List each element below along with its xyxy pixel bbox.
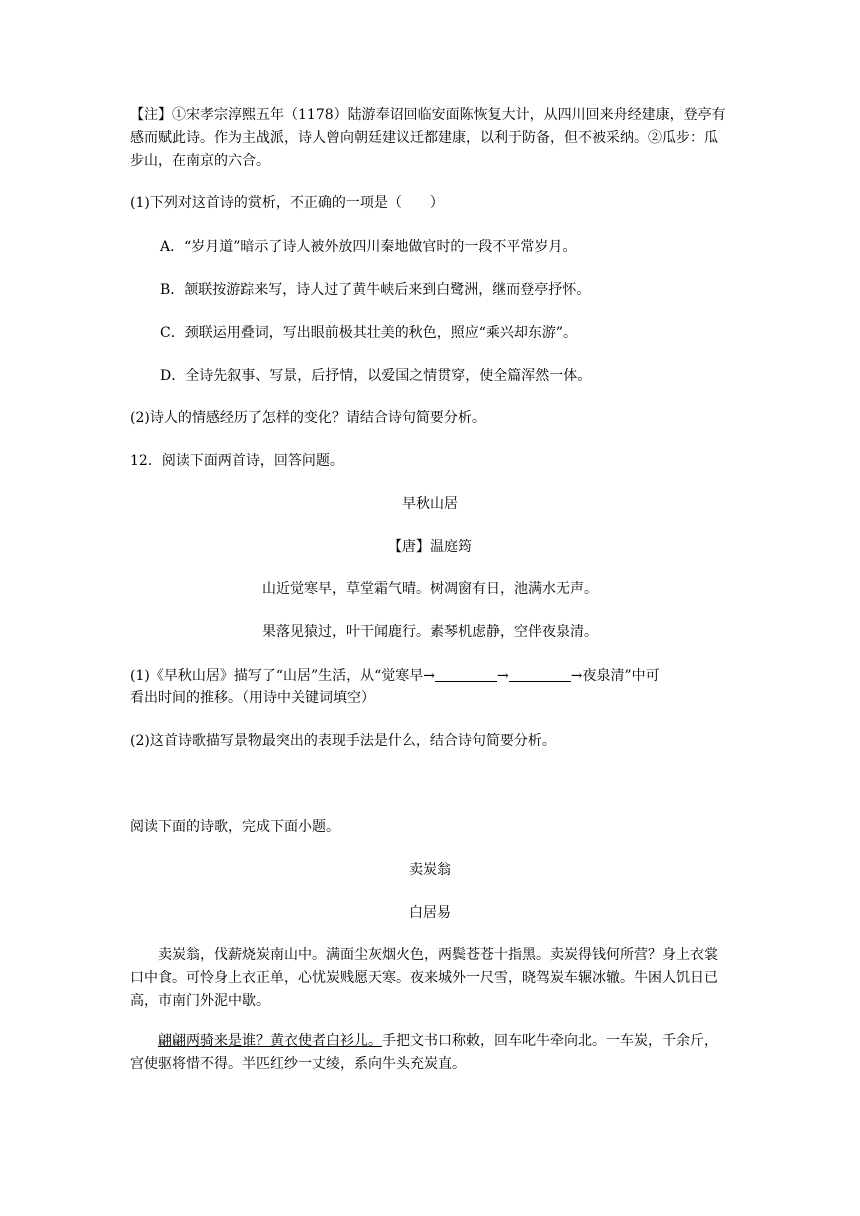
sub1-text-b: →夜泉清”中可 [570,668,660,684]
poem-title: 早秋山居 [402,496,458,512]
note-paragraph: 【注】①宋孝宗淳熙五年（1178）陆游奉诏回临安面陈恢复大计，从四川回来舟经建康，登亭有感而赋此诗。作为主战派，诗人曾向朝廷建议迁都建康，以利于防备，但不被采纳。②瓜步：瓜步山，在南京的六合。 [130,107,726,169]
option-b: B．颔联按游踪来写，诗人过了黄牛峡后来到白鹭洲，继而登亭抒怀。 [160,282,591,298]
poem2-title: 卖炭翁 [409,862,451,878]
option-c: C．颈联运用叠词，写出眼前极其壮美的秋色，照应“乘兴却东游”。 [160,325,578,341]
poem2-paragraph-1: 卖炭翁，伐薪烧炭南山中。满面尘灰烟火色，两鬓苍苍十指黑。卖炭得钱何所营？身上衣裳口中食。可怜身上衣正单，心忧炭贱愿天寒。夜来城外一尺雪，晓驾炭车辗冰辙。牛困人饥日已高，市南门外泥中歇。 [130,947,718,1009]
option-d: D．全诗先叙事、写景，后抒情，以爱国之情贯穿，使全篇浑然一体。 [160,368,592,384]
poem-author: 【唐】温庭筠 [388,539,472,555]
question-12-intro: 12．阅读下面两首诗，回答问题。 [130,453,344,469]
poem-line-2: 果落见猿过，叶干闻鹿行。素琴机虑静，空伴夜泉清。 [262,624,598,640]
poem-line-1: 山近觉寒早，草堂霜气晴。树凋窗有日，池满水无声。 [262,581,598,597]
poem2-intro: 阅读下面的诗歌，完成下面小题。 [130,819,340,835]
option-a: A．“岁月道”暗示了诗人被外放四川秦地做官时的一段不平常岁月。 [160,239,577,255]
question-2: (2)诗人的情感经历了怎样的变化？请结合诗句简要分析。 [130,410,486,426]
blank-2[interactable] [509,667,571,682]
arrow: → [497,668,509,684]
blank-1[interactable] [435,667,497,682]
sub1-text-a: (1)《早秋山居》描写了“山居”生活，从“觉寒早→ [130,668,436,684]
question-12-sub1 [130,665,730,688]
question-12-sub2: (2)这首诗歌描写景物最突出的表现手法是什么，结合诗句简要分析。 [130,733,556,749]
underlined-lines: 翩翩两骑来是谁？黄衣使者白衫儿。 [158,1033,382,1049]
poem2-author: 白居易 [409,905,451,921]
question-12-sub1-cont: 看出时间的推移。（用诗中关键词填空） [130,690,375,706]
poem2-paragraph-2 [130,1030,730,1076]
para2-rest: 手把文书口称敕，回车叱牛牵向北。一车炭，千余斤，宫使驱将惜不得。半匹红纱一丈绫，系向牛头充炭直。 [130,1033,718,1072]
question-1-stem: (1)下列对这首诗的赏析，不正确的一项是（ ） [130,195,444,211]
